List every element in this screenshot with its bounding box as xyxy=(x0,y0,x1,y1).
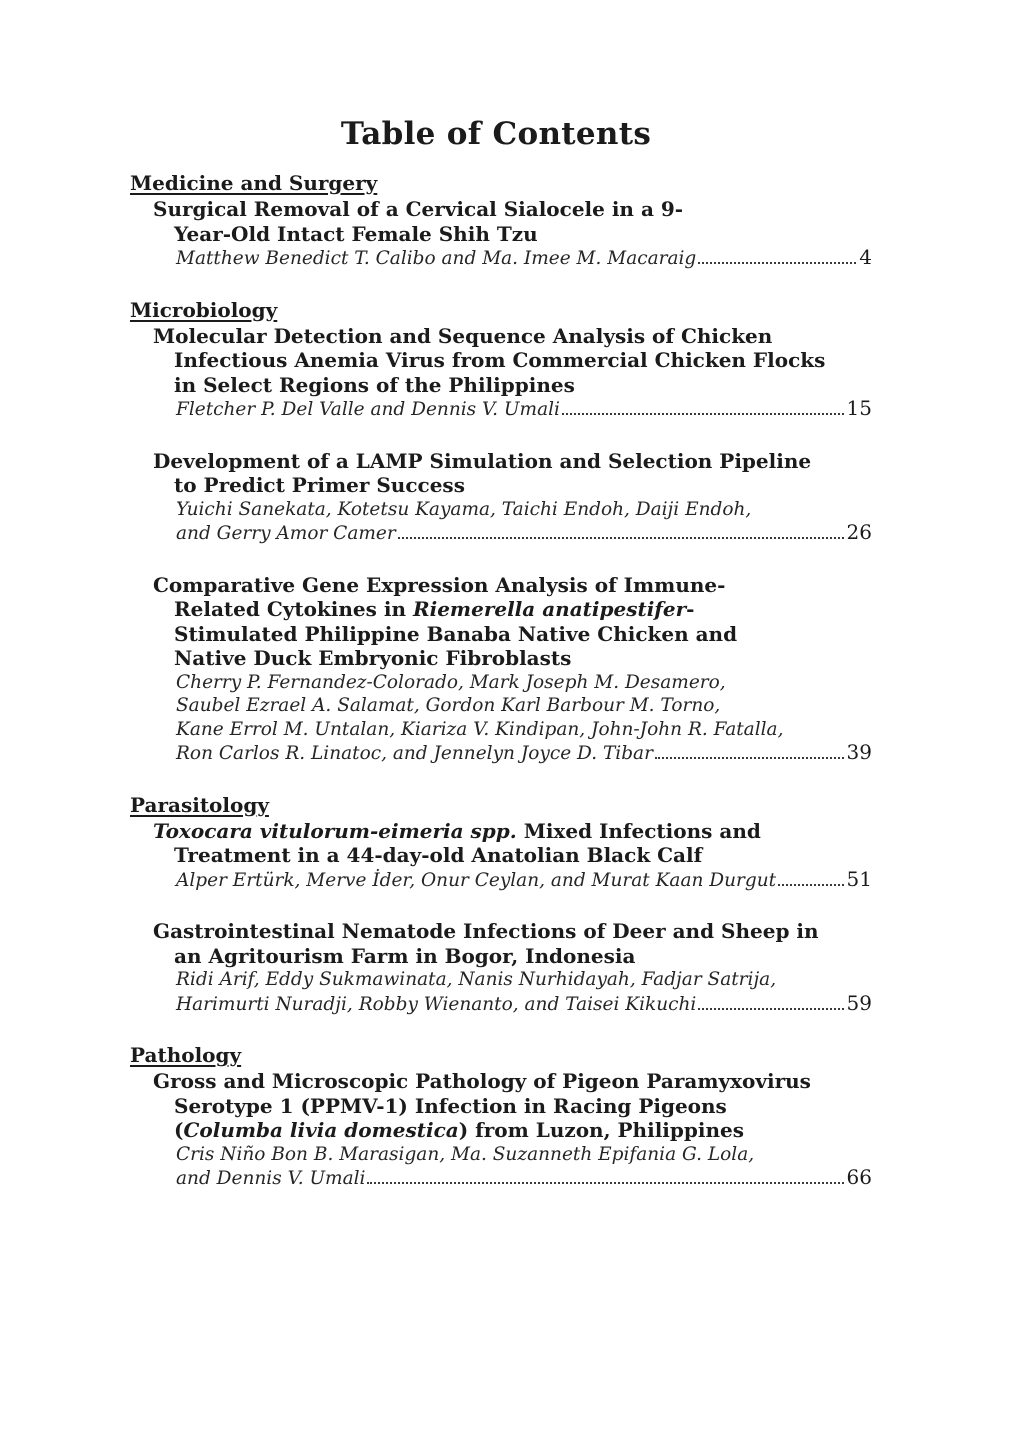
article-title-segment: - xyxy=(686,597,695,621)
toc-column xyxy=(130,116,872,1218)
article-title-segment: an Agritourism Farm in Bogor, Indonesia xyxy=(174,943,636,968)
page-number: 4 xyxy=(859,245,872,269)
article-title-line xyxy=(130,597,872,622)
toc-sections xyxy=(130,171,872,1191)
article-title-segment: ) from Luzon, Philippines xyxy=(458,1118,744,1142)
page-number: 66 xyxy=(846,1165,872,1189)
author-line xyxy=(130,868,872,893)
article-title-segment: Related Cytokines in xyxy=(174,597,413,621)
article-title-segment: ( xyxy=(174,1118,184,1142)
article-title-line xyxy=(130,944,872,969)
article-title-segment: Surgical Removal of a Cervical Sialocele in a 9- xyxy=(153,197,684,221)
author-names: Alper Ertürk, Merve İder, Onur Ceylan, and Murat Kaan Durgut xyxy=(176,869,777,891)
article-title-segment: Toxocara vitulorum-eimeria spp. xyxy=(153,818,517,843)
section-heading xyxy=(130,171,872,195)
dot-leader xyxy=(655,756,844,759)
article-title-line xyxy=(130,473,872,498)
author-names: Cherry P. Fernandez-Colorado, Mark Joseph M. Desamero, xyxy=(176,671,726,693)
author-names: Harimurti Nuradji, Robby Wienanto, and Taisei Kikuchi xyxy=(176,993,697,1015)
toc-section xyxy=(130,793,872,1017)
author-names: Kane Errol M. Untalan, Kiariza V. Kindipan, John-John R. Fatalla, xyxy=(176,718,784,740)
article-title-line xyxy=(130,843,872,868)
article-title-segment: Columba livia domestica xyxy=(183,1118,459,1142)
article-title-segment: to Predict Primer Success xyxy=(174,473,465,497)
author-line xyxy=(130,718,872,742)
author-names: Ridi Arif, Eddy Sukmawinata, Nanis Nurhidayah, Fadjar Satrija, xyxy=(176,969,777,990)
article-title-line xyxy=(130,1069,872,1094)
author-line xyxy=(130,968,872,992)
toc-entry xyxy=(130,573,872,766)
section-heading xyxy=(130,1043,872,1067)
toc-section xyxy=(130,298,872,766)
article-title-line xyxy=(130,197,872,222)
page-number: 15 xyxy=(846,396,872,420)
author-line xyxy=(130,521,872,546)
section-heading xyxy=(130,793,872,817)
article-title-segment: Mixed Infections and xyxy=(516,818,761,843)
author-line xyxy=(130,671,872,695)
article-title-segment: Year-Old Intact Female Shih Tzu xyxy=(174,221,538,246)
dot-leader xyxy=(698,1007,843,1010)
dot-leader xyxy=(778,883,843,886)
article-title-line xyxy=(130,324,872,349)
toc-entry xyxy=(130,819,872,893)
author-line xyxy=(130,246,872,271)
author-line xyxy=(130,498,872,522)
toc-entry xyxy=(130,919,872,1016)
article-title-segment: Infectious Anemia Virus from Commercial Chicken Flocks xyxy=(174,348,826,372)
author-line xyxy=(130,397,872,422)
article-title-line xyxy=(130,222,872,247)
author-names: and Gerry Amor Camer xyxy=(176,523,396,544)
article-title-line xyxy=(130,1094,872,1119)
article-title-segment: Gastrointestinal Nematode Infections of Deer and Sheep in xyxy=(153,919,819,943)
article-title-segment: Development of a LAMP Simulation and Selection Pipeline xyxy=(153,448,812,473)
page-number: 51 xyxy=(846,866,872,891)
page-number: 59 xyxy=(846,990,872,1015)
toc-entry xyxy=(130,1069,872,1191)
author-names: Saubel Ezrael A. Salamat, Gordon Karl Barbour M. Torno, xyxy=(176,695,721,716)
toc-section xyxy=(130,171,872,271)
page-number: 39 xyxy=(846,740,872,764)
article-title-segment: Native Duck Embryonic Fibroblasts xyxy=(174,646,572,670)
article-title-line xyxy=(130,449,872,474)
article-title-segment: in Select Regions of the Philippines xyxy=(174,372,575,397)
article-title-line xyxy=(130,819,872,844)
dot-leader xyxy=(367,1181,843,1184)
section-heading-label: Medicine and Surgery xyxy=(130,171,378,195)
dot-leader xyxy=(562,412,844,415)
article-title-line xyxy=(130,919,872,944)
article-title-line xyxy=(130,373,872,398)
author-line xyxy=(130,741,872,766)
toc-entry xyxy=(130,324,872,422)
article-title-line xyxy=(130,573,872,598)
page-number: 26 xyxy=(846,520,872,544)
dot-leader xyxy=(698,261,856,264)
author-names: Cris Niño Bon B. Marasigan, Ma. Suzanneth Epifania G. Lola, xyxy=(176,1143,755,1165)
article-title-line xyxy=(130,646,872,671)
article-title-segment: Stimulated Philippine Banaba Native Chicken and xyxy=(174,621,738,646)
section-heading xyxy=(130,298,872,322)
author-names: Ron Carlos R. Linatoc, and Jennelyn Joyce D. Tibar xyxy=(176,743,653,764)
toc-section xyxy=(130,1043,872,1191)
section-heading-label: Microbiology xyxy=(130,297,278,322)
article-title-segment: Comparative Gene Expression Analysis of Immune- xyxy=(153,572,726,597)
author-line xyxy=(130,992,872,1017)
article-title-segment: Treatment in a 44-day-old Anatolian Black Calf xyxy=(174,843,703,867)
author-names: and Dennis V. Umali xyxy=(176,1168,366,1189)
toc-entry xyxy=(130,197,872,271)
section-heading-label: Pathology xyxy=(130,1043,242,1067)
author-line xyxy=(130,1143,872,1167)
article-title-segment: Molecular Detection and Sequence Analysis of Chicken xyxy=(153,323,773,348)
author-line xyxy=(130,694,872,718)
page-title: Table of Contents xyxy=(340,116,652,152)
toc-entry xyxy=(130,449,872,546)
article-title-line xyxy=(130,348,872,373)
section-heading-label: Parasitology xyxy=(130,792,269,817)
author-names: Matthew Benedict T. Calibo and Ma. Imee M. Macaraig xyxy=(176,248,697,269)
article-title-line xyxy=(130,1118,872,1143)
dot-leader xyxy=(398,536,844,539)
author-line xyxy=(130,1166,872,1191)
article-title-segment: Gross and Microscopic Pathology of Pigeon Paramyxovirus xyxy=(153,1069,811,1093)
article-title-line xyxy=(130,622,872,647)
author-names: Fletcher P. Del Valle and Dennis V. Umali xyxy=(176,399,560,420)
article-title-segment: Riemerella anatipestifer xyxy=(412,597,687,621)
author-names: Yuichi Sanekata, Kotetsu Kayama, Taichi Endoh, Daiji Endoh, xyxy=(176,498,752,520)
article-title-segment: Serotype 1 (PPMV-1) Infection in Racing Pigeons xyxy=(174,1093,727,1118)
